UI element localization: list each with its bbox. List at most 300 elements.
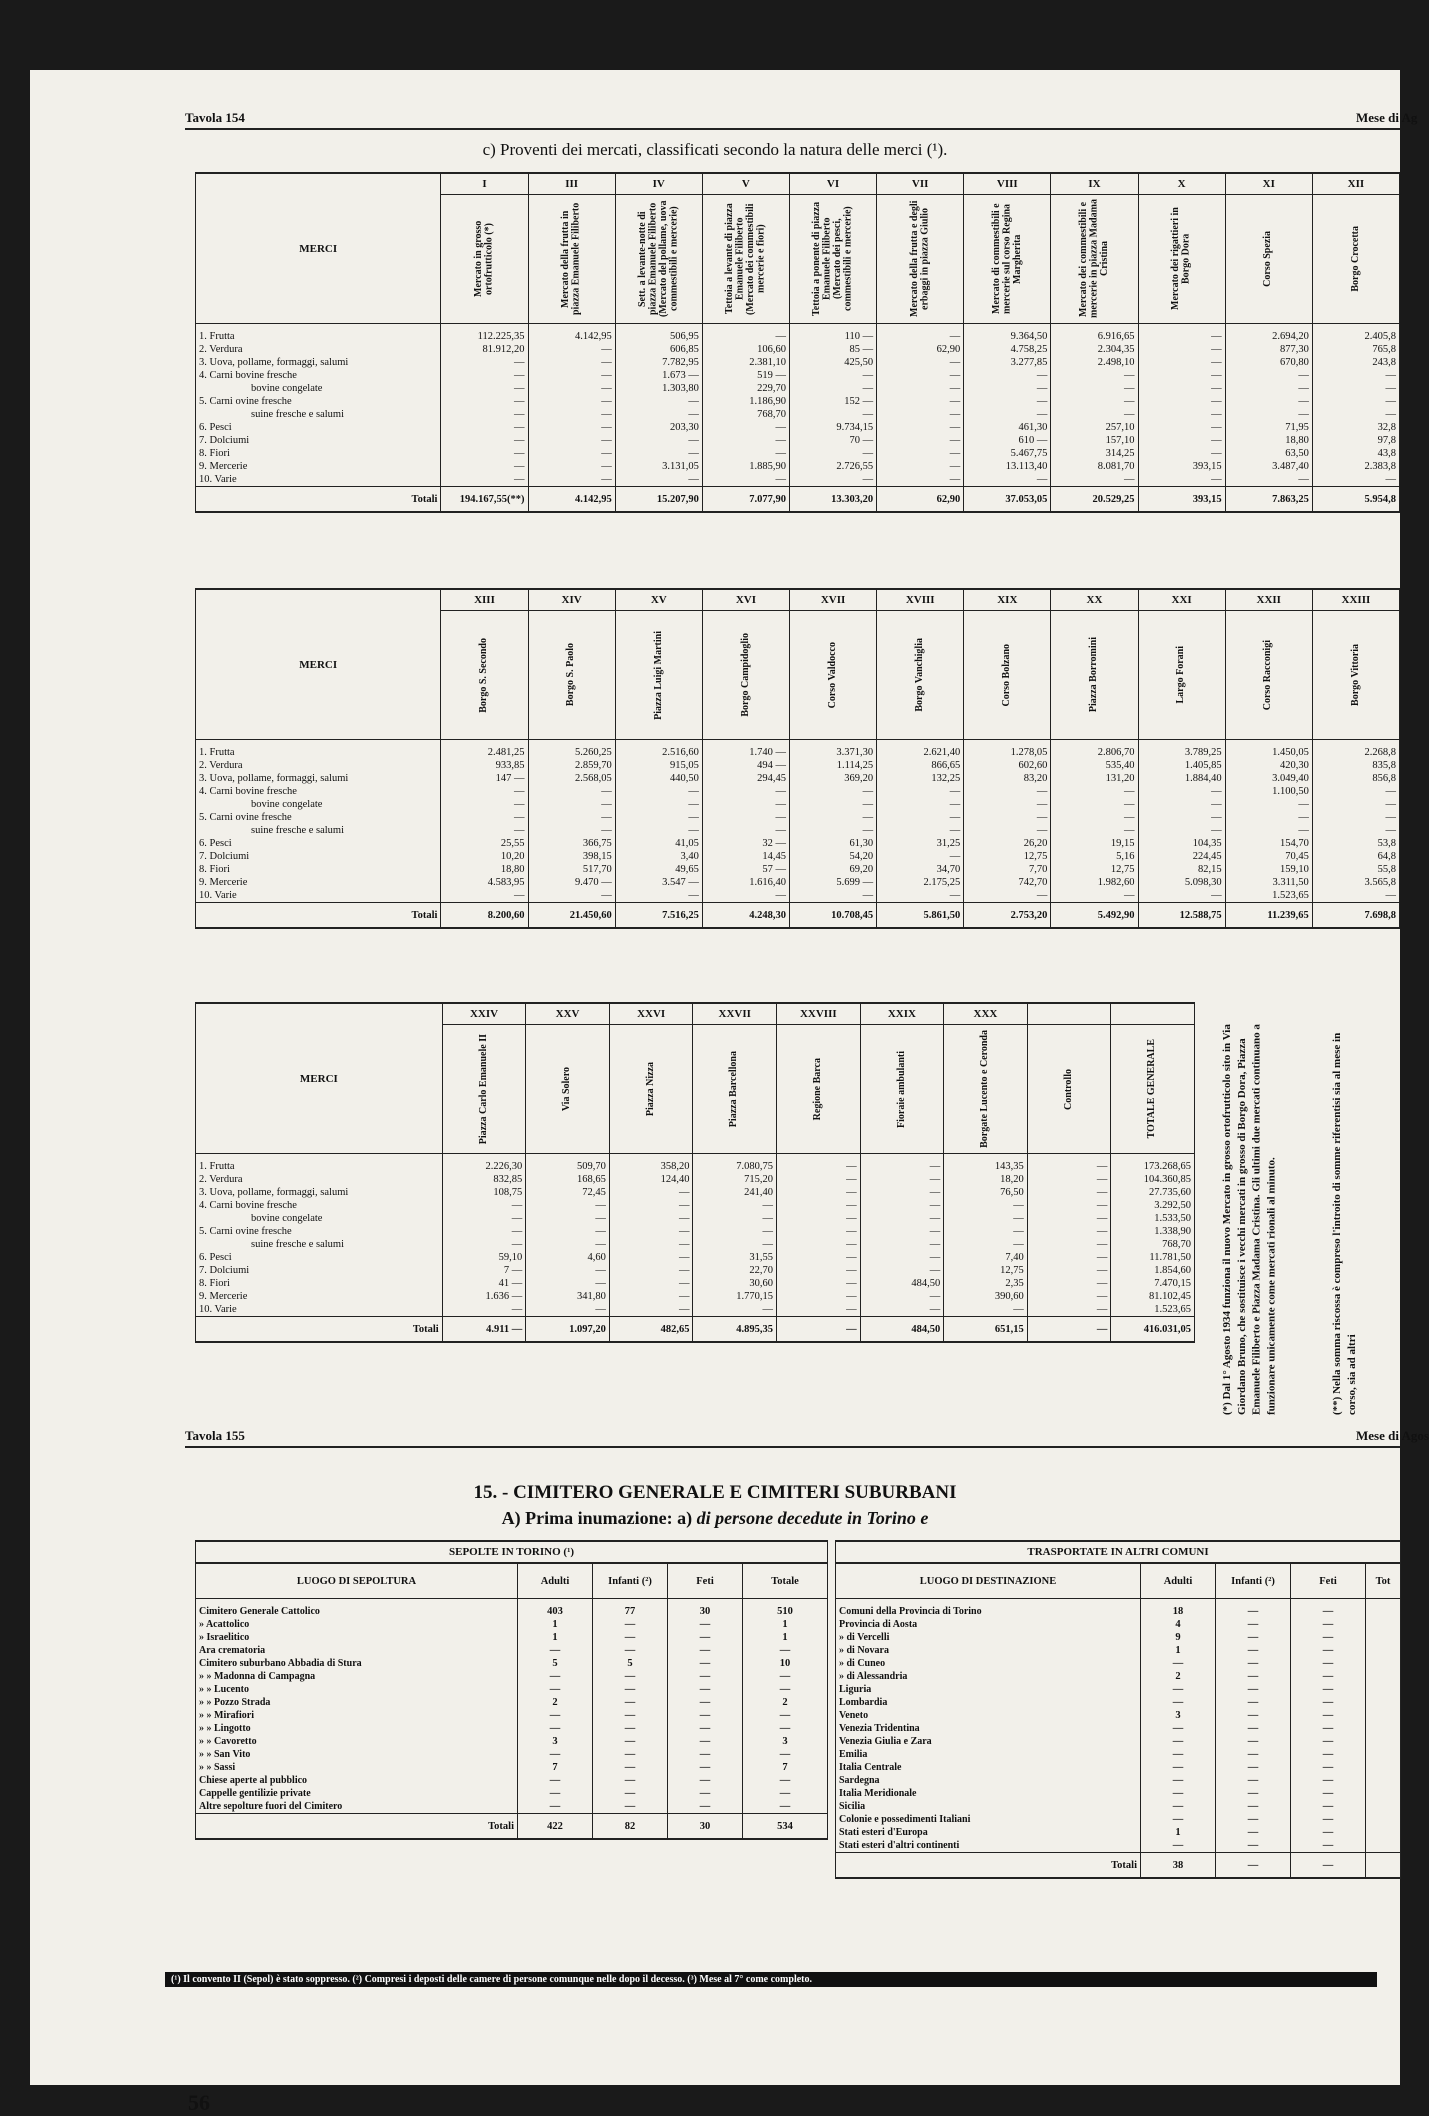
cell-value: — xyxy=(964,382,1051,395)
totals-label: Totali xyxy=(196,1814,518,1840)
row-label: 7. Dolciumi xyxy=(196,850,441,863)
cell-value: — xyxy=(668,1722,743,1735)
cell-value: — xyxy=(1051,369,1138,382)
cell-value: 7.782,95 xyxy=(615,356,702,369)
cell-value: — xyxy=(777,1199,861,1212)
column-number: XXII xyxy=(1225,589,1312,611)
cell-value: 2.726,55 xyxy=(789,460,876,473)
cell-value: — xyxy=(441,395,528,408)
table-row xyxy=(196,473,1400,487)
cell-value: — xyxy=(1027,1238,1111,1251)
row-label: bovine congelate xyxy=(196,1212,443,1225)
cell-value: — xyxy=(1138,356,1225,369)
row-label: Cimitero suburbano Abbadia di Stura xyxy=(196,1657,518,1670)
cell-value: 82,15 xyxy=(1138,863,1225,876)
table-row xyxy=(836,1722,1401,1735)
table-row xyxy=(196,324,1400,344)
cell-value: 14,45 xyxy=(702,850,789,863)
cell-value: — xyxy=(593,1644,668,1657)
cell-value: — xyxy=(1051,811,1138,824)
cell-value: 1 xyxy=(518,1618,593,1631)
table-row xyxy=(836,1826,1401,1839)
table-row xyxy=(836,1839,1401,1853)
table-row xyxy=(836,1631,1401,1644)
cell-value xyxy=(1366,1774,1401,1787)
cell-value: 341,80 xyxy=(526,1290,610,1303)
cell-value: — xyxy=(789,889,876,903)
cell-value: 3 xyxy=(1141,1709,1216,1722)
row-label: 6. Pesci xyxy=(196,1251,443,1264)
column-header xyxy=(877,611,964,740)
cell-value: 43,8 xyxy=(1312,447,1399,460)
cell-value: 257,10 xyxy=(1051,421,1138,434)
cell-value: 1 xyxy=(743,1631,828,1644)
row-label: » » Mirafiori xyxy=(196,1709,518,1722)
cell-value: — xyxy=(877,434,964,447)
cell-value: 76,50 xyxy=(944,1186,1028,1199)
cell-value: — xyxy=(1216,1813,1291,1826)
cell-value: — xyxy=(1138,408,1225,421)
cell-value: — xyxy=(1312,408,1399,421)
cell-value: — xyxy=(1291,1761,1366,1774)
cell-value: — xyxy=(702,324,789,344)
cell-value: 2.304,35 xyxy=(1051,343,1138,356)
cell-value: — xyxy=(668,1735,743,1748)
cell-value: — xyxy=(1138,785,1225,798)
cell-value: — xyxy=(593,1748,668,1761)
cell-value: 517,70 xyxy=(528,863,615,876)
cell-value: — xyxy=(1291,1709,1366,1722)
cell-value: — xyxy=(877,811,964,824)
column-number xyxy=(1027,1003,1111,1025)
cell-value: — xyxy=(1138,447,1225,460)
cell-value: — xyxy=(877,824,964,837)
market-name: Borgo Crocetta xyxy=(1349,226,1361,292)
cell-value: — xyxy=(1138,382,1225,395)
cell-value: 70,45 xyxy=(1225,850,1312,863)
cell-value: — xyxy=(860,1238,944,1251)
cell-value: 3.789,25 xyxy=(1138,740,1225,760)
row-label: 9. Mercerie xyxy=(196,460,441,473)
row-label: Italia Centrale xyxy=(836,1761,1141,1774)
total-value: 21.450,60 xyxy=(528,903,615,929)
market-name: Borgo Vittoria xyxy=(1349,644,1361,706)
cell-value: 12,75 xyxy=(964,850,1051,863)
cell-value: 4,60 xyxy=(526,1251,610,1264)
burials-turin-table xyxy=(195,1540,828,1840)
market-name: Piazza Nizza xyxy=(644,1061,656,1117)
column-number: IX xyxy=(1051,173,1138,195)
cell-value: 8.081,70 xyxy=(1051,460,1138,473)
group-header: TRASPORTATE IN ALTRI COMUNI xyxy=(836,1541,1401,1563)
row-label: 8. Fiori xyxy=(196,447,441,460)
cell-value: 1.885,90 xyxy=(702,460,789,473)
cell-value: — xyxy=(528,434,615,447)
cell-value: — xyxy=(609,1264,693,1277)
total-value: 20.529,25 xyxy=(1051,487,1138,513)
cell-value: — xyxy=(1141,1748,1216,1761)
cell-value: 69,20 xyxy=(789,863,876,876)
cell-value: — xyxy=(1291,1839,1366,1853)
cell-value: 112.225,35 xyxy=(441,324,528,344)
cell-value: 1.982,60 xyxy=(1051,876,1138,889)
cell-value: — xyxy=(693,1199,777,1212)
cell-value: 933,85 xyxy=(441,759,528,772)
cell-value: 877,30 xyxy=(1225,343,1312,356)
table-row xyxy=(196,1264,1195,1277)
merci-header: MERCI xyxy=(196,1003,443,1154)
cell-value: — xyxy=(609,1186,693,1199)
cell-value: 7 xyxy=(743,1761,828,1774)
cell-value: — xyxy=(1027,1290,1111,1303)
cell-value xyxy=(1366,1722,1401,1735)
cell-value: — xyxy=(1027,1154,1111,1174)
cell-value: — xyxy=(1225,382,1312,395)
cell-value: 31,25 xyxy=(877,837,964,850)
table-row xyxy=(836,1683,1401,1696)
cell-value: — xyxy=(702,434,789,447)
cell-value: 1.673 — xyxy=(615,369,702,382)
market-name: Piazza Luigi Martini xyxy=(652,630,664,720)
table-row xyxy=(196,408,1400,421)
cell-value: 606,85 xyxy=(615,343,702,356)
cell-value: — xyxy=(1141,1683,1216,1696)
cell-value: 224,45 xyxy=(1138,850,1225,863)
table-number-155: Tavola 155 xyxy=(185,1428,245,1443)
row-label: 8. Fiori xyxy=(196,863,441,876)
cell-value: — xyxy=(743,1787,828,1800)
cell-value: 30,60 xyxy=(693,1277,777,1290)
table-row xyxy=(836,1761,1401,1774)
cell-value: 143,35 xyxy=(944,1154,1028,1174)
cell-value: — xyxy=(789,382,876,395)
column-number: XXI xyxy=(1138,589,1225,611)
cell-value: — xyxy=(877,382,964,395)
table-row xyxy=(196,889,1400,903)
row-label: Venezia Giulia e Zara xyxy=(836,1735,1141,1748)
cell-value: 2.405,8 xyxy=(1312,324,1399,344)
cell-value: — xyxy=(442,1199,526,1212)
cell-value: — xyxy=(1216,1774,1291,1787)
cell-value: 110 — xyxy=(789,324,876,344)
cell-value: 54,20 xyxy=(789,850,876,863)
total-value: 4.911 — xyxy=(442,1317,526,1343)
cell-value: 4 xyxy=(1141,1618,1216,1631)
row-label: Italia Meridionale xyxy=(836,1787,1141,1800)
column-header xyxy=(964,195,1051,324)
table-row xyxy=(196,1787,828,1800)
cell-value: — xyxy=(1138,473,1225,487)
cell-value: — xyxy=(615,395,702,408)
total-value: 38 xyxy=(1141,1853,1216,1879)
cell-value: — xyxy=(1291,1735,1366,1748)
column-header xyxy=(615,195,702,324)
row-label: 6. Pesci xyxy=(196,837,441,850)
column-header xyxy=(1027,1025,1111,1154)
row-label: » di Alessandria xyxy=(836,1670,1141,1683)
cell-value: — xyxy=(441,473,528,487)
cell-value: 7.080,75 xyxy=(693,1154,777,1174)
cell-value: — xyxy=(743,1709,828,1722)
cell-value: — xyxy=(615,408,702,421)
table-row xyxy=(196,811,1400,824)
cell-value: — xyxy=(693,1303,777,1317)
cell-value: — xyxy=(441,785,528,798)
row-label: 6. Pesci xyxy=(196,421,441,434)
cell-value: 2.383,8 xyxy=(1312,460,1399,473)
cell-value: 106,60 xyxy=(702,343,789,356)
cell-value: — xyxy=(441,369,528,382)
cell-value: 393,15 xyxy=(1138,460,1225,473)
cell-value: — xyxy=(441,460,528,473)
table-row xyxy=(196,1277,1195,1290)
table-row xyxy=(196,1735,828,1748)
row-label: Cappelle gentilizie private xyxy=(196,1787,518,1800)
cell-value: 2.806,70 xyxy=(1051,740,1138,760)
column-header xyxy=(1225,611,1312,740)
cell-value: — xyxy=(964,811,1051,824)
column-header xyxy=(1138,611,1225,740)
cell-value: 49,65 xyxy=(615,863,702,876)
column-number xyxy=(1111,1003,1195,1025)
cell-value: 3 xyxy=(518,1735,593,1748)
cell-value: — xyxy=(1138,824,1225,837)
table-row xyxy=(196,1599,828,1619)
month-header-155: Mese di Agos xyxy=(1356,1428,1429,1443)
column-header xyxy=(1111,1025,1195,1154)
cell-value: — xyxy=(877,324,964,344)
row-label: 9. Mercerie xyxy=(196,1290,443,1303)
cell-value: — xyxy=(1141,1839,1216,1853)
table-row xyxy=(196,1154,1195,1174)
row-label: 4. Carni bovine fresche xyxy=(196,1199,443,1212)
cell-value: 494 — xyxy=(702,759,789,772)
cell-value: 3.487,40 xyxy=(1225,460,1312,473)
cell-value: 243,8 xyxy=(1312,356,1399,369)
column-number: XVI xyxy=(702,589,789,611)
total-value: 13.303,20 xyxy=(789,487,876,513)
column-number: XXX xyxy=(944,1003,1028,1025)
cell-value: — xyxy=(1138,369,1225,382)
cell-value: 9 xyxy=(1141,1631,1216,1644)
cell-value: 535,40 xyxy=(1051,759,1138,772)
footnote-somma-riscossa: (**) Nella somma riscossa è compreso l'introito di somme riferentisi sia al mese in corso, sia ad altri xyxy=(1331,1032,1358,1415)
cell-value: 866,65 xyxy=(877,759,964,772)
row-label: » di Vercelli xyxy=(836,1631,1141,1644)
column-header xyxy=(877,195,964,324)
cell-value: 173.268,65 xyxy=(1111,1154,1195,1174)
cell-value: 2 xyxy=(743,1696,828,1709)
cell-value: 2.175,25 xyxy=(877,876,964,889)
totals-label: Totali xyxy=(836,1853,1141,1879)
cell-value: 57 — xyxy=(702,863,789,876)
table-row xyxy=(196,1709,828,1722)
row-label: Chiese aperte al pubblico xyxy=(196,1774,518,1787)
table-row xyxy=(836,1813,1401,1826)
cell-value xyxy=(1366,1644,1401,1657)
market-name: Largo Forani xyxy=(1175,646,1187,704)
column-number: XI xyxy=(1225,173,1312,195)
row-label: 2. Verdura xyxy=(196,1173,443,1186)
cell-value: — xyxy=(593,1787,668,1800)
row-label: Liguria xyxy=(836,1683,1141,1696)
cell-value: — xyxy=(1291,1683,1366,1696)
cell-value: — xyxy=(593,1774,668,1787)
cell-value: 1.100,50 xyxy=(1225,785,1312,798)
cell-value: 12,75 xyxy=(944,1264,1028,1277)
cell-value: — xyxy=(789,824,876,837)
cell-value: — xyxy=(877,460,964,473)
column-number: X xyxy=(1138,173,1225,195)
cell-value: — xyxy=(964,369,1051,382)
cell-value: — xyxy=(693,1225,777,1238)
cell-value: 18,20 xyxy=(944,1173,1028,1186)
column-header xyxy=(702,611,789,740)
cell-value: 1.740 — xyxy=(702,740,789,760)
column-number: XVII xyxy=(789,589,876,611)
cell-value: — xyxy=(777,1186,861,1199)
cell-value: — xyxy=(1216,1696,1291,1709)
cell-value: — xyxy=(518,1722,593,1735)
total-value: — xyxy=(1027,1317,1111,1343)
cell-value: — xyxy=(526,1225,610,1238)
cell-value: — xyxy=(518,1644,593,1657)
cell-value: — xyxy=(1051,785,1138,798)
market-name: Mercato della frutta e degli erbaggi in piazza Giulio xyxy=(908,200,931,318)
cell-value: — xyxy=(609,1199,693,1212)
row-label: » di Cuneo xyxy=(836,1657,1141,1670)
table-row xyxy=(196,740,1400,760)
cell-value: — xyxy=(1216,1644,1291,1657)
cell-value: 2.481,25 xyxy=(441,740,528,760)
cell-value: — xyxy=(1051,824,1138,837)
cell-value: — xyxy=(609,1303,693,1317)
cell-value: — xyxy=(702,421,789,434)
cell-value: — xyxy=(1141,1735,1216,1748)
cell-value: 3.131,05 xyxy=(615,460,702,473)
row-label: » » Lucento xyxy=(196,1683,518,1696)
cell-value: 1.770,15 xyxy=(693,1290,777,1303)
cell-value: 241,40 xyxy=(693,1186,777,1199)
cell-value: — xyxy=(702,785,789,798)
cell-value: — xyxy=(609,1277,693,1290)
cell-value: 7 — xyxy=(442,1264,526,1277)
cell-value: 30 xyxy=(668,1599,743,1619)
total-value: 4.895,35 xyxy=(693,1317,777,1343)
cell-value: 2 xyxy=(518,1696,593,1709)
table-row xyxy=(836,1748,1401,1761)
total-value: 422 xyxy=(518,1814,593,1840)
cell-value: 10 xyxy=(743,1657,828,1670)
cell-value: — xyxy=(668,1631,743,1644)
row-label: suine fresche e salumi xyxy=(196,1238,443,1251)
cell-value: 61,30 xyxy=(789,837,876,850)
cell-value: 5 xyxy=(593,1657,668,1670)
column-number: XXVI xyxy=(609,1003,693,1025)
cell-value: — xyxy=(1027,1173,1111,1186)
cell-value: — xyxy=(1138,343,1225,356)
cell-value: — xyxy=(1027,1186,1111,1199)
total-value: 7.863,25 xyxy=(1225,487,1312,513)
cell-value xyxy=(1366,1631,1401,1644)
cell-value: 2.694,20 xyxy=(1225,324,1312,344)
cell-value xyxy=(1366,1735,1401,1748)
cell-value: — xyxy=(615,811,702,824)
cell-value: 835,8 xyxy=(1312,759,1399,772)
cell-value: — xyxy=(528,889,615,903)
cell-value: — xyxy=(1216,1657,1291,1670)
group-header: SEPOLTE IN TORINO (¹) xyxy=(196,1541,828,1563)
table-row xyxy=(196,395,1400,408)
column-header: Feti xyxy=(668,1563,743,1599)
cell-value: 1.523,65 xyxy=(1225,889,1312,903)
cell-value: 1.884,40 xyxy=(1138,772,1225,785)
cell-value: — xyxy=(1138,421,1225,434)
cell-value: — xyxy=(964,889,1051,903)
cell-value: — xyxy=(441,811,528,824)
cell-value: — xyxy=(609,1290,693,1303)
cell-value: 7,70 xyxy=(964,863,1051,876)
cell-value: — xyxy=(615,785,702,798)
cell-value: — xyxy=(860,1251,944,1264)
cell-value: — xyxy=(1225,473,1312,487)
column-number: XX xyxy=(1051,589,1138,611)
cell-value: — xyxy=(1051,382,1138,395)
cell-value: — xyxy=(877,369,964,382)
table-number-154: Tavola 154 xyxy=(185,110,245,125)
row-label: Lombardia xyxy=(836,1696,1141,1709)
cell-value xyxy=(1366,1618,1401,1631)
row-label: Comuni della Provincia di Torino xyxy=(836,1599,1141,1619)
cell-value: 9.470 — xyxy=(528,876,615,889)
cell-value: — xyxy=(1141,1774,1216,1787)
header-rule-155 xyxy=(185,1446,1400,1448)
market-name: Mercato di commestibili e mercerie sul corso Regina Margherita xyxy=(990,203,1023,315)
cell-value: — xyxy=(1291,1774,1366,1787)
cell-value: 403 xyxy=(518,1599,593,1619)
cell-value xyxy=(1366,1683,1401,1696)
cell-value: 4.142,95 xyxy=(528,324,615,344)
column-header xyxy=(441,195,528,324)
table-row xyxy=(196,447,1400,460)
total-value: 482,65 xyxy=(609,1317,693,1343)
total-value: 194.167,55(**) xyxy=(441,487,528,513)
cell-value: — xyxy=(1291,1826,1366,1839)
cell-value: 420,30 xyxy=(1225,759,1312,772)
cell-value: — xyxy=(1216,1709,1291,1722)
cell-value: 59,10 xyxy=(442,1251,526,1264)
total-value: 651,15 xyxy=(944,1317,1028,1343)
cell-value: — xyxy=(528,421,615,434)
cell-value: 610 — xyxy=(964,434,1051,447)
cell-value: — xyxy=(528,356,615,369)
cell-value: — xyxy=(1291,1813,1366,1826)
cell-value: — xyxy=(1216,1839,1291,1853)
column-number: VI xyxy=(789,173,876,195)
column-header xyxy=(609,1025,693,1154)
cell-value: — xyxy=(944,1199,1028,1212)
table-row xyxy=(196,1290,1195,1303)
cell-value: — xyxy=(609,1251,693,1264)
cell-value: 510 xyxy=(743,1599,828,1619)
cell-value: — xyxy=(528,473,615,487)
market-name: Regione Barca xyxy=(812,1057,824,1121)
table-row xyxy=(196,1251,1195,1264)
cell-value: — xyxy=(1027,1225,1111,1238)
table-row xyxy=(196,1670,828,1683)
table-row xyxy=(196,1696,828,1709)
row-label: » » San Vito xyxy=(196,1748,518,1761)
